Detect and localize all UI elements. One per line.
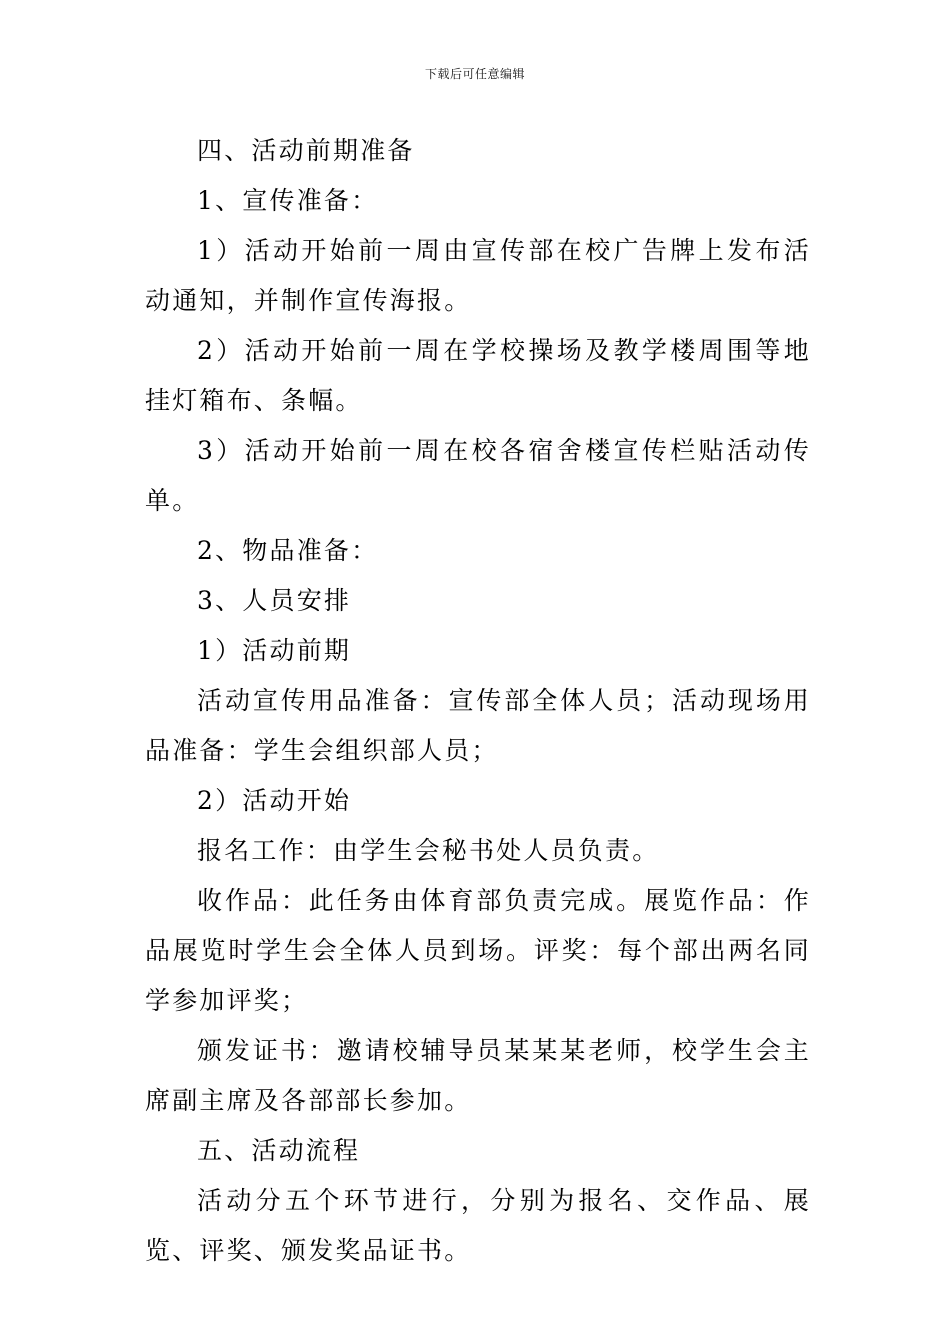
subheading-staffing: 3、人员安排 bbox=[197, 586, 352, 615]
document-body bbox=[145, 126, 811, 1276]
paragraph: 1）活动前期 bbox=[197, 636, 352, 665]
page-header: 下载后可任意编辑 bbox=[424, 67, 525, 81]
section-heading-preparation: 四、活动前期准备 bbox=[197, 136, 415, 165]
subheading-materials: 2、物品准备： bbox=[197, 536, 379, 565]
paragraph: 活动宣传用品准备：宣传部全体人员；活动现场用品准备：学生会组织部人员； bbox=[145, 686, 811, 765]
paragraph: 2）活动开始前一周在学校操场及教学楼周围等地挂灯箱布、条幅。 bbox=[145, 336, 811, 415]
paragraph: 活动分五个环节进行，分别为报名、交作品、展览、评奖、颁发奖品证书。 bbox=[145, 1186, 811, 1265]
paragraph: 3）活动开始前一周在校各宿舍楼宣传栏贴活动传单。 bbox=[145, 436, 811, 515]
paragraph: 报名工作：由学生会秘书处人员负责。 bbox=[197, 836, 660, 865]
paragraph: 2）活动开始 bbox=[197, 786, 352, 815]
paragraph: 1）活动开始前一周由宣传部在校广告牌上发布活动通知，并制作宣传海报。 bbox=[145, 236, 811, 315]
paragraph: 颁发证书：邀请校辅导员某某某老师，校学生会主席副主席及各部部长参加。 bbox=[145, 1036, 811, 1115]
paragraph: 收作品：此任务由体育部负责完成。展览作品：作品展览时学生会全体人员到场。评奖：每个部出两名同学参加评奖； bbox=[145, 886, 811, 1015]
subheading-publicity: 1、宣传准备： bbox=[197, 186, 379, 215]
section-heading-process: 五、活动流程 bbox=[197, 1136, 361, 1165]
